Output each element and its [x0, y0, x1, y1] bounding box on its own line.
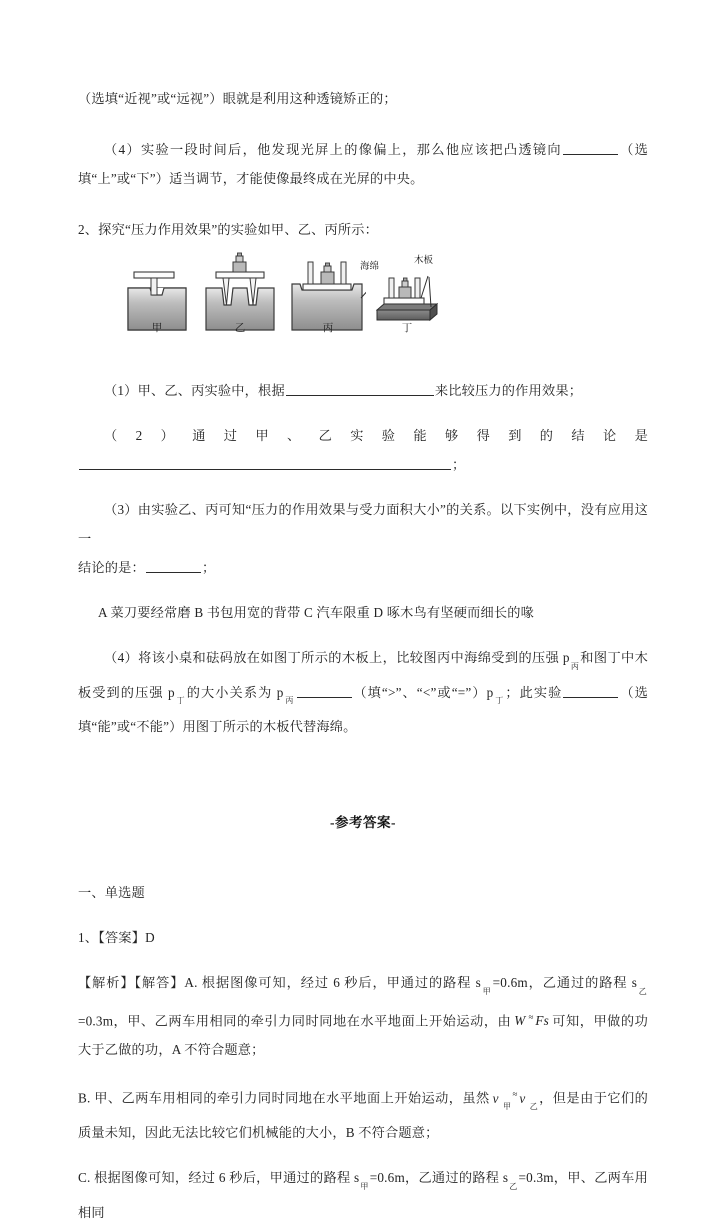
- paragraph-q1-tail: （选填“近视”或“远视”）眼就是利用这种透镜矫正的；: [78, 91, 397, 106]
- spacer: [78, 354, 648, 376]
- subscript-v-jia: 甲: [502, 1102, 512, 1112]
- figure-jia: [126, 258, 188, 334]
- figure-ding: [376, 250, 438, 334]
- explain-c-part1: C. 根据图像可知，经过 6 秒后，甲通过的路程 s: [78, 1170, 360, 1186]
- subscript-v-yi: 乙: [529, 1102, 539, 1112]
- paragraph-q2-3-line1: （3）由实验乙、丙可知“压力的作用效果与受力面积大小”的关系。以下实例中，没有应用这一: [78, 502, 648, 546]
- answer-1-label: 1、【答案】: [78, 930, 146, 946]
- spacer: [78, 1064, 648, 1080]
- paragraph-q2-3-line2: [78, 553, 648, 582]
- figure-label-ding: 丁: [401, 323, 413, 334]
- q2-2-after: ；: [452, 457, 466, 472]
- fill-blank[interactable]: [297, 683, 352, 698]
- subscript-jia-c: 甲: [360, 1181, 369, 1191]
- explain-a-part2: =0.6m，乙通过的路程 s: [492, 975, 638, 991]
- explain-b-part1: B. 甲、乙两车用相同的牵引力同时同地在水平地面上开始运动，虽然: [78, 1090, 490, 1106]
- paragraph-q2-3-options: A 菜刀要经常磨 B 书包用宽的背带 C 汽车限重 D 啄木鸟有坚硬而细长的喙: [98, 605, 535, 620]
- spacer: [78, 479, 648, 495]
- formula-v-yi: v: [519, 1090, 526, 1106]
- explain-a-part3: =0.3m，甲、乙两车用相同的牵引力同时同地在水平地面上开始运动，由: [78, 1013, 512, 1029]
- subscript-ding-1: 丁: [175, 696, 186, 706]
- spacer: [78, 627, 648, 643]
- fill-blank[interactable]: [79, 455, 451, 470]
- subscript-yi: 乙: [638, 986, 647, 996]
- fill-blank[interactable]: [146, 558, 201, 573]
- document-content: [78, 84, 648, 1227]
- subscript-jia: 甲: [481, 986, 492, 996]
- subscript-yi-c: 乙: [509, 1181, 518, 1191]
- fill-blank[interactable]: [286, 381, 434, 396]
- subscript-ding-2: 丁: [494, 696, 505, 706]
- paragraph-q2-stem: 2、探究“压力作用效果”的实验如甲、乙、丙所示：: [78, 222, 379, 237]
- figure-inner: [126, 258, 436, 352]
- figure-label-bing: 丙: [322, 323, 334, 334]
- formula-w: W: [514, 1013, 526, 1029]
- explain-b-part2: ，但是由于它们的质量未知，因此无法比较它们机械能的大小，B 不符合题意；: [78, 1090, 648, 1141]
- explain-c-part3: =0.3m，甲、乙两车用相同: [78, 1170, 648, 1220]
- explain-a-part4: 可知，甲做的功大于乙做的功，A 不符合题意；: [78, 1013, 648, 1058]
- formula-fs: Fs: [535, 1013, 549, 1029]
- paragraph-q2-2: [78, 421, 648, 479]
- explain-a-part1: 【解析】【解答】A. 根据图像可知，经过 6 秒后，甲通过的路程 s: [78, 975, 481, 991]
- answer-1-value: D: [145, 930, 155, 946]
- formula-v-jia: v: [492, 1090, 499, 1106]
- subscript-bing-2: 丙: [284, 696, 295, 706]
- q2-4-seg2: 和图丁中木板受到的压强 p: [78, 650, 648, 700]
- q2-4-seg6: （选填“能”或“不能”）用图丁所示的木板代替海绵。: [78, 684, 648, 735]
- formula-approx-b: ≈: [512, 1089, 517, 1100]
- q2-4-seg5: ；此实验: [505, 684, 563, 700]
- subscript-bing-1: 丙: [570, 661, 580, 671]
- q2-4-seg1: （4）将该小桌和砝码放在如图丁所示的木板上，比较图丙中海绵受到的压强 p: [104, 650, 570, 665]
- fill-blank[interactable]: [563, 683, 618, 698]
- explanation-option-a: [78, 968, 648, 1064]
- figure-bing: [290, 250, 380, 334]
- callout-sponge: 海绵: [360, 262, 380, 272]
- q2-4-seg3: 的大小关系为 p: [186, 684, 284, 700]
- spacer: [78, 1147, 648, 1163]
- paragraph-q1-part4: [78, 135, 648, 193]
- spacer-before-answers: [78, 741, 648, 797]
- spacer: [78, 405, 648, 421]
- q2-3-before: 结论的是：: [78, 560, 145, 575]
- spacer: [78, 582, 648, 598]
- figure-label-yi: 乙: [234, 323, 246, 334]
- paragraph-q2-1: [78, 376, 648, 405]
- explanation-option-b: [78, 1080, 648, 1147]
- answers-title: -参考答案-: [330, 814, 396, 830]
- formula-approx: ≈: [528, 1011, 533, 1022]
- q2-4-seg4: （填“>”、“<”或“=”）p: [352, 684, 494, 700]
- q1-part4-before: （4）实验一段时间后，他发现光屏上的像偏上，那么他应该把凸透镜向: [104, 142, 562, 157]
- q2-3-after: ；: [201, 560, 216, 575]
- callout-board: 木板: [414, 256, 434, 266]
- fill-blank[interactable]: [563, 140, 618, 155]
- paragraph-q2-4: [78, 643, 648, 741]
- figure-yi: [204, 250, 276, 334]
- figure-label-jia: 甲: [151, 323, 163, 334]
- spacer: [78, 952, 648, 968]
- spacer: [78, 844, 648, 878]
- spacer: [78, 193, 648, 215]
- spacer: [78, 113, 648, 135]
- q2-1-after: 来比较压力的作用效果；: [434, 383, 583, 398]
- experiment-figure: [78, 258, 648, 352]
- explanation-option-c: [78, 1163, 648, 1227]
- q2-1-before: （1）甲、乙、丙实验中，根据: [104, 383, 285, 398]
- spacer: [78, 907, 648, 923]
- explain-c-part2: =0.6m，乙通过的路程 s: [369, 1170, 509, 1186]
- answers-section-heading: 一、单选题: [78, 885, 145, 901]
- q2-2-before: （2）通过甲、乙实验能够得到的结论是: [104, 428, 648, 443]
- answer-item-1: [78, 923, 648, 952]
- q1-part4-after: （选填“上”或“下”）适当调节，才能使像最终成在光屏的中央。: [78, 142, 648, 186]
